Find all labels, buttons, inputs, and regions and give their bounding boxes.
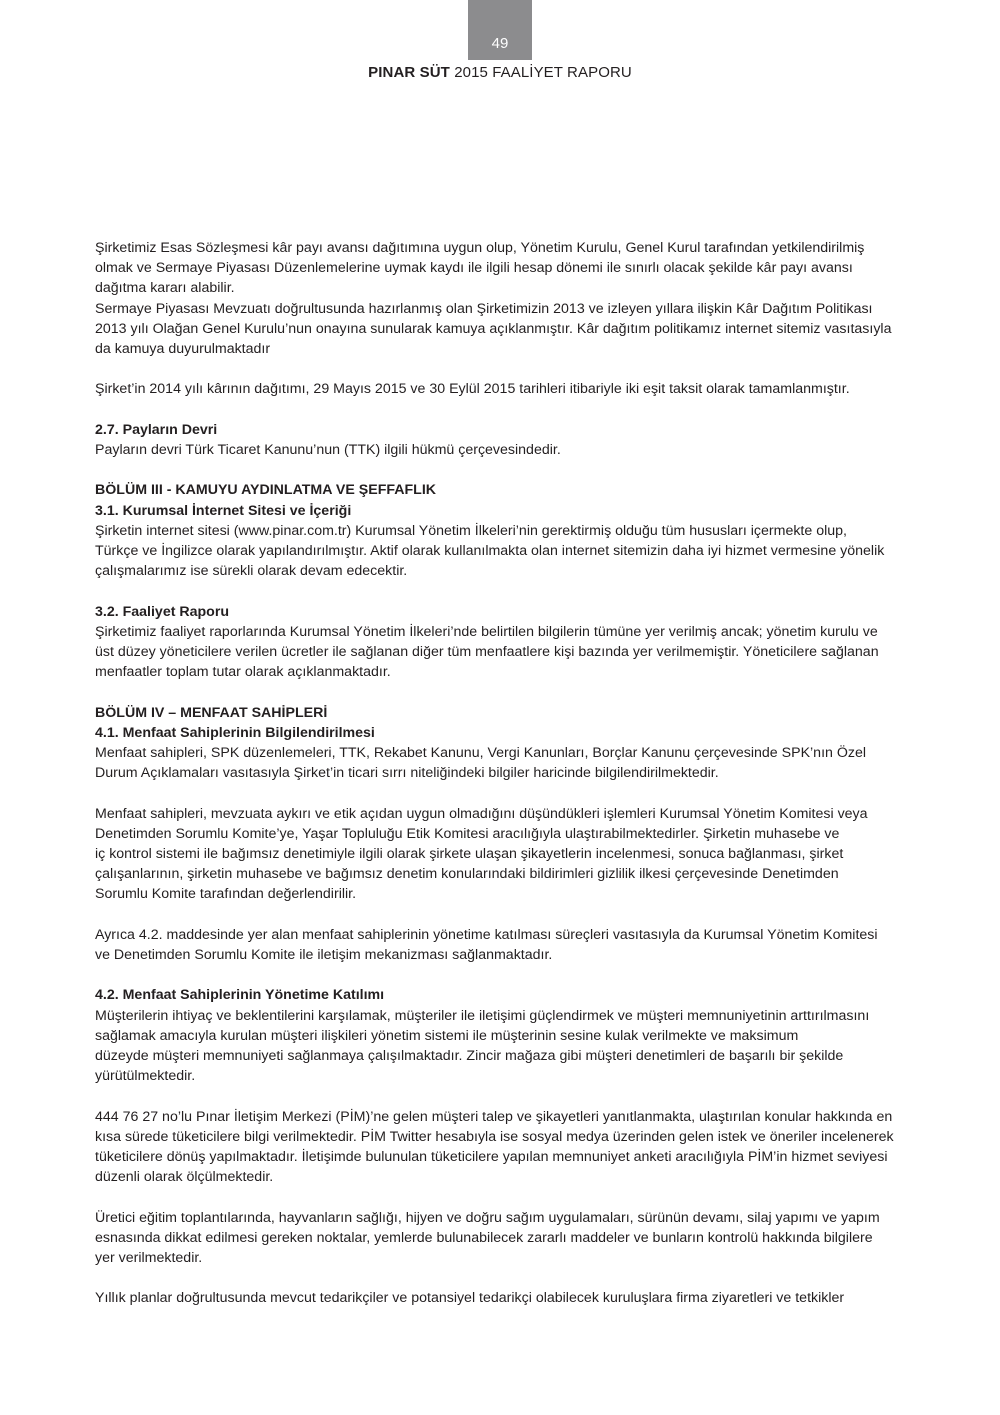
chapter-heading: BÖLÜM IV – MENFAAT SAHİPLERİ — [95, 704, 328, 721]
section-heading: 3.1. Kurumsal İnternet Sitesi ve İçeriği — [95, 502, 352, 519]
section-heading: 4.2. Menfaat Sahiplerinin Yönetime Katılımı — [95, 987, 385, 1004]
page-number: 49 — [491, 35, 509, 52]
report-header — [0, 64, 1000, 81]
paragraph: Ayrıca 4.2. maddesinde yer alan menfaat sahiplerinin yönetime katılması süreçleri vasıtasıyla da Kurumsal Yönetim Komitesi ve Denetimden Sorumlu Komite ile iletişim mekanizması sağlanmaktadır. — [95, 926, 878, 963]
paragraph: Sermaye Piyasası Mevzuatı doğrultusunda hazırlanmış olan Şirketimizin 2013 ve izleyen yıllara ilişkin Kâr Dağıtım Politikası 2013 yılı Olağan Genel Kurulu’nun onayına sunularak kamuya açıklanmıştır. Kâr dağıtım politikamız internet sitemiz vasıtasıyla da kamuya duyurulmaktadır — [95, 300, 892, 358]
paragraph: Menfaat sahipleri, mevzuata aykırı ve etik açıdan uygun olmadığını düşündükleri işlemleri Kurumsal Yönetim Komitesi veya Denetimden Sorumlu Komite’ye, Yaşar Topluluğu Etik Komitesi aracılığıyla ulaştırabilmektedirler. Şirketin muhasebe ve iç kontrol sistemi ile bağımsız denetimiyle ilgili olarak şirkete ulaşan şikayetlerin incelenmesi, sonuca bağlanması, şirket çalışanlarının, şirketin muhasebe ve bağımsız denetim konularındaki bildirimleri gizlilik ilkesi çerçevesinde Denetimden Sorumlu Komite tarafından değerlendirilir. — [95, 805, 868, 903]
header-title: 2015 FAALİYET RAPORU — [454, 64, 632, 81]
section-heading: 2.7. Payların Devri — [95, 421, 218, 438]
paragraph: Üretici eğitim toplantılarında, hayvanların sağlığı, hijyen ve doğru sağım uygulamaları, sürünün devamı, silaj yapımı ve yapım esnasında dikkat edilmesi gereken noktalar, yemlerde bulunabilecek zararlı maddeler ve bunların kontrolü hakkında bilgilere yer verilmektedir. — [95, 1209, 880, 1266]
paragraph: Müşterilerin ihtiyaç ve beklentilerini karşılamak, müşteriler ile iletişimi güçlendirmek ve müşteri memnuniyetinin arttırılmasını sağlamak amacıyla kurulan müşteri ilişkileri yönetim sistemi ile müşterinin sesine kulak verilmekte ve maksimum düzeyde müşteri memnuniyeti sağlanmaya çalışılmaktadır. Zincir mağaza gibi müşteri denetimleri de başarılı bir şekilde yürütülmektedir. — [95, 1007, 870, 1085]
paragraph: Şirketin internet sitesi (www.pinar.com.tr) Kurumsal Yönetim İlkeleri’nin gerektirmiş olduğu tüm hususları içermekte olup, Türkçe ve İngilizce olarak yapılandırılmıştır. Aktif olarak kullanılmakta olan internet sitemizin daha iyi hizmet vermesine yönelik çalışmalarımız ise sürekli olarak devam edecektir. — [95, 522, 885, 580]
paragraph: Şirket’in 2014 yılı kârının dağıtımı, 29 Mayıs 2015 ve 30 Eylül 2015 tarihleri itibariyle iki eşit taksit olarak tamamlanmıştır. — [95, 381, 850, 398]
section-heading: 3.2. Faaliyet Raporu — [95, 603, 230, 620]
paragraph: Şirketimiz Esas Sözleşmesi kâr payı avansı dağıtımına uygun olup, Yönetim Kurulu, Genel Kurul tarafından yetkilendirilmiş olmak ve Sermaye Piyasası Düzenlemelerine uymak kaydı ile ilgili hesap dönemi ile sınırlı olacak şekilde kâr payı avansı dağıtma kararı alabilir. — [95, 240, 865, 297]
paragraph: Menfaat sahipleri, SPK düzenlemeleri, TTK, Rekabet Kanunu, Vergi Kanunları, Borçlar Kanunu çerçevesinde SPK’nın Özel Durum Açıklamaları vasıtasıyla Şirket’in ticari sırrı niteliğindeki bilgiler haricinde bilgilendirilmektedir. — [95, 745, 867, 782]
page-number-tab — [468, 0, 532, 60]
header-brand: PINAR SÜT — [368, 64, 450, 81]
paragraph: 444 76 27 no’lu Pınar İletişim Merkezi (PİM)’ne gelen müşteri talep ve şikayetleri yanıtlanmakta, ulaştırılan konular hakkında en kısa sürede tüketicilere bilgi verilmektedir. PİM Twitter hesabıyla ise sosyal medya üzerinden gelen istek ve öneriler incelenerek tüketicilere dönüş yapılmaktadır. İletişimde bulunulan tüketicilere yapılan memnuniyet anketi aracılığıyla PİM’in hizmet seviyesi düzenli olarak ölçülmektedir. — [95, 1108, 894, 1186]
chapter-heading: BÖLÜM III - KAMUYU AYDINLATMA VE ŞEFFAFLIK — [95, 482, 437, 499]
paragraph: Şirketimiz faaliyet raporlarında Kurumsal Yönetim İlkeleri’nde belirtilen bilgilerin tümüne yer verilmiş ancak; yönetim kurulu ve üst düzey yöneticilere verilen ücretler ile sağlanan diğer tüm menfaatlere kişi bazında yer verilmemiştir. Yöneticilere sağlanan menfaatler toplam tutar olarak açıklanmaktadır. — [95, 623, 879, 681]
document-body — [95, 238, 915, 1309]
paragraph: Payların devri Türk Ticaret Kanunu’nun (TTK) ilgili hükmü çerçevesindedir. — [95, 442, 561, 458]
section-heading: 4.1. Menfaat Sahiplerinin Bilgilendirilmesi — [95, 724, 375, 741]
paragraph: Yıllık planlar doğrultusunda mevcut tedarikçiler ve potansiyel tedarikçi olabilecek kuruluşlara firma ziyaretleri ve tetkikler — [95, 1290, 845, 1307]
